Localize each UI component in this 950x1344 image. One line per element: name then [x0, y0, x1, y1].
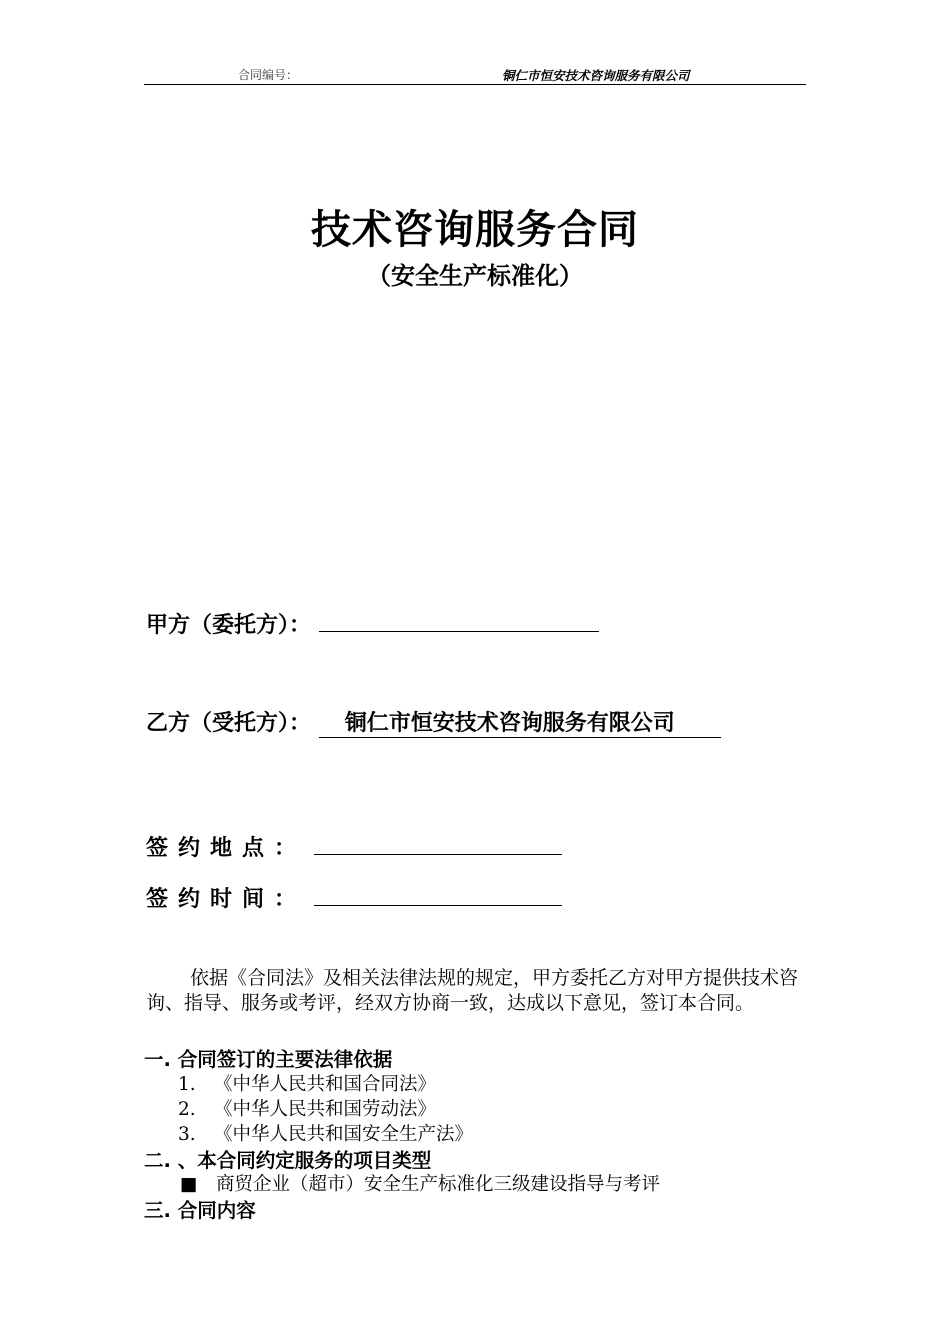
project-type-text: 商贸企业（超市）安全生产标准化三级建设指导与考评 — [216, 1174, 661, 1195]
law-item-2 — [178, 1095, 436, 1121]
section-1-title: 一. 合同签订的主要法律依据 — [144, 1048, 393, 1071]
party-a-blank — [319, 609, 599, 632]
law-item-text: 《中华人民共和国合同法》 — [214, 1074, 437, 1095]
party-b-value: 铜仁市恒安技术咨询服务有限公司 — [319, 706, 721, 738]
section-3-title: 三. 合同内容 — [144, 1199, 256, 1222]
document-subtitle: （安全生产标准化） — [367, 262, 583, 290]
sign-time-field — [146, 882, 562, 913]
party-a-field — [146, 608, 599, 639]
section-2-title: 二. 、本合同约定服务的项目类型 — [144, 1149, 432, 1172]
law-item-number: 3. — [178, 1124, 196, 1145]
law-item-text: 《中华人民共和国安全生产法》 — [214, 1124, 474, 1145]
party-b-label: 乙方（受托方）： — [146, 711, 312, 736]
page-header — [144, 64, 806, 85]
sign-place-blank — [314, 832, 562, 855]
project-type-item — [180, 1170, 660, 1196]
party-a-label: 甲方（委托方）： — [146, 613, 312, 638]
sign-time-blank — [314, 883, 562, 906]
law-item-3 — [178, 1120, 473, 1146]
law-item-text: 《中华人民共和国劳动法》 — [214, 1099, 437, 1120]
sign-time-label: 签约时间： — [146, 887, 307, 912]
document-title: 技术咨询服务合同 — [311, 207, 639, 253]
party-b-field — [146, 706, 721, 738]
header-company-name: 铜仁市恒安技术咨询服务有限公司 — [502, 68, 690, 83]
sign-place-label: 签约地点： — [146, 836, 307, 861]
square-bullet-icon: ■ — [180, 1174, 198, 1195]
law-item-1 — [178, 1070, 436, 1096]
intro-paragraph: 依据《合同法》及相关法律法规的规定，甲方委托乙方对甲方提供技术咨询、指导、服务或考评，经双方协商一致，达成以下意见，签订本合同。 — [146, 967, 799, 1014]
sign-place-field — [146, 831, 562, 862]
law-item-number: 1. — [178, 1074, 196, 1095]
contract-number-label: 合同编号： — [238, 68, 299, 82]
law-item-number: 2. — [178, 1099, 196, 1120]
